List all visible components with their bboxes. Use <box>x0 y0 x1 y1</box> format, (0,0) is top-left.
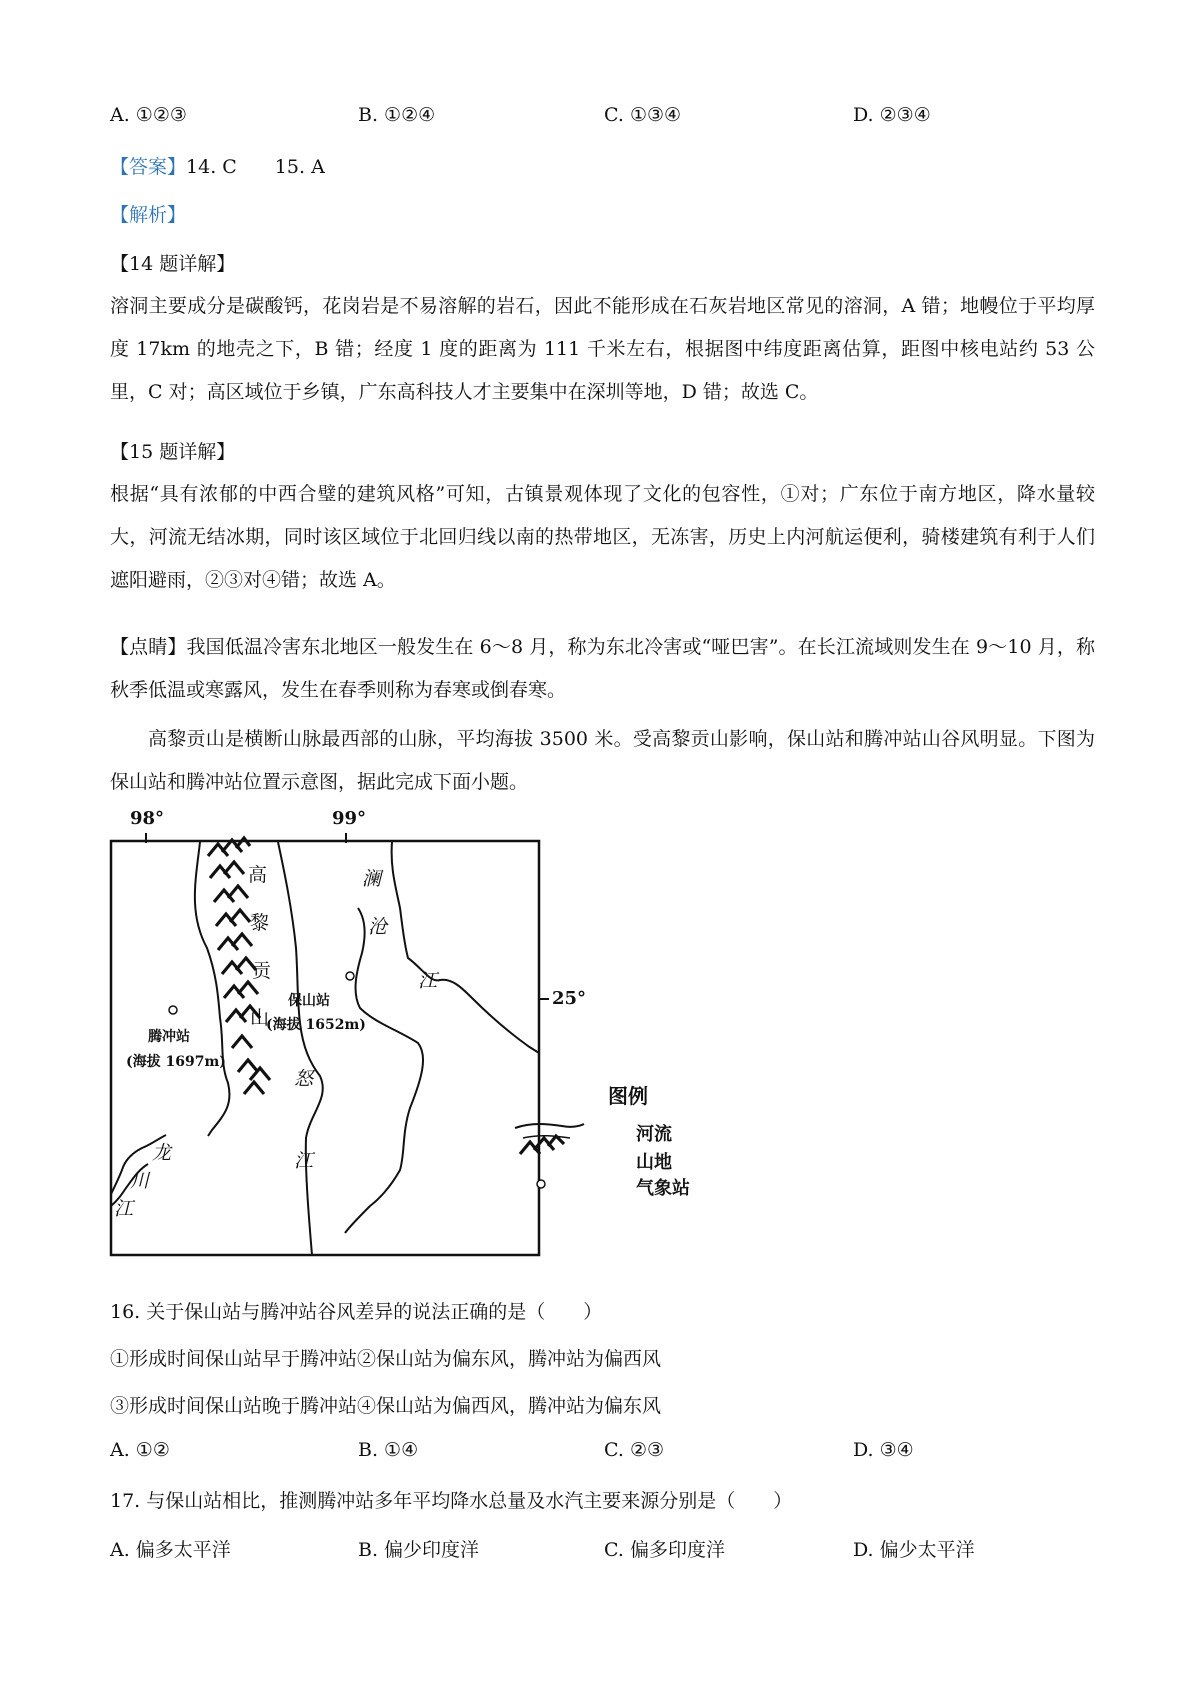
q16-option-d[interactable]: D. ③④ <box>853 1439 914 1461</box>
q15-explanation: 根据“具有浓郁的中西合璧的建筑风格”可知，古镇景观体现了文化的包容性，①对；广东位于南方地区，降水量较大，河流无结冰期，同时该区域位于北回归线以南的热带地区，无冻害，历史上内河航运便利，骑楼建筑有利于人们遮阳避雨，②③对④错；故选 A。 <box>110 483 1095 591</box>
q16-option-a[interactable]: A. ①② <box>110 1439 170 1461</box>
q17-option-a[interactable]: A. 偏多太平洋 <box>110 1539 231 1561</box>
lat-25-label: 25° <box>552 988 587 1009</box>
lancang-char-1: 澜 <box>362 868 382 890</box>
q17-option-c[interactable]: C. 偏多印度洋 <box>604 1539 725 1561</box>
q14-heading: 【14 题详解】 <box>110 253 236 275</box>
nu-river-char-1: 怒 <box>294 1068 314 1090</box>
mountain-name-char-1: 高 <box>248 864 268 886</box>
legend-river-symbol <box>515 1124 584 1128</box>
q14-explanation: 溶洞主要成分是碳酸钙，花岗岩是不易溶解的岩石，因此不能形成在石灰岩地区常见的溶洞，A 错；地幔位于平均厚度 17km 的地壳之下，B 错；经度 1 度的距离为 111 千米左右，根据图中纬度距离估算，距图中核电站约 53 公里，C 对；高区域位于乡镇，广东高科技人才主要集中在深圳等地，D 错；故选 C。 <box>110 295 1095 403</box>
prev-question-options <box>110 104 1110 134</box>
tengchong-station-altitude: (海拔 1697m) <box>126 1054 226 1070</box>
longchuan-char-1: 龙 <box>152 1142 172 1164</box>
tip-text: 我国低温冷害东北地区一般发生在 6～8 月，称为东北冷害或“哑巴害”。在长江流域则发生在 9～10 月，称秋季低温或寒露风，发生在春季则称为春寒或倒春寒。 <box>110 636 1095 701</box>
longchuan-char-3: 江 <box>114 1198 134 1220</box>
legend-mountain-symbol <box>520 1136 564 1154</box>
mountain-name-char-3: 贡 <box>252 960 272 982</box>
q16-option-c[interactable]: C. ②③ <box>604 1439 665 1461</box>
baoshan-station-altitude: (海拔 1652m) <box>266 1017 366 1033</box>
option-a[interactable]: A. ①②③ <box>110 104 187 126</box>
map-graphic <box>100 808 720 1278</box>
option-c[interactable]: C. ①③④ <box>604 104 682 126</box>
longchuan-char-2: 川 <box>130 1170 150 1192</box>
nu-river-char-2: 江 <box>294 1150 314 1172</box>
nu-river-east-bank <box>278 842 323 1255</box>
answer-line <box>110 152 325 179</box>
tengchong-station-name: 腾冲站 <box>148 1029 190 1045</box>
legend-mountain-label: 山地 <box>636 1152 672 1173</box>
tip-label: 【点睛】 <box>110 636 187 658</box>
lon-99-label: 99° <box>332 808 367 829</box>
mountain-name-char-4: 山 <box>250 1007 270 1029</box>
tip-paragraph <box>110 626 1095 712</box>
lancang-river-east <box>392 842 539 1053</box>
legend-title: 图例 <box>608 1084 648 1108</box>
lancang-char-2: 沧 <box>368 916 388 938</box>
q17-stem: 17. 与保山站相比，推测腾冲站多年平均降水总量及水汽主要来源分别是（ ） <box>110 1490 793 1512</box>
q16-statement-1: ①形成时间保山站早于腾冲站②保山站为偏东风，腾冲站为偏西风 <box>110 1348 662 1370</box>
lancang-river-west <box>345 908 423 1233</box>
analysis-label: 【解析】 <box>110 204 187 226</box>
legend-station-label: 气象站 <box>636 1178 690 1199</box>
tengchong-station-marker <box>169 1006 177 1014</box>
nu-river-west-bank <box>195 842 230 1136</box>
answer-label: 【答案】 <box>110 156 187 178</box>
answer-text: 14. C 15. A <box>186 156 325 178</box>
q15-heading: 【15 题详解】 <box>110 441 236 463</box>
mountain-name-char-2: 黎 <box>250 912 270 934</box>
baoshan-station-marker <box>346 972 354 980</box>
q16-stem: 16. 关于保山站与腾冲站谷风差异的说法正确的是（ ） <box>110 1301 603 1323</box>
map-frame <box>111 841 539 1255</box>
q17-options <box>110 1535 1110 1565</box>
option-d[interactable]: D. ②③④ <box>853 104 931 126</box>
q16-option-b[interactable]: B. ①④ <box>358 1439 419 1461</box>
q16-options <box>110 1439 1110 1469</box>
intro-paragraph: 高黎贡山是横断山脉最西部的山脉，平均海拔 3500 米。受高黎贡山影响，保山站和腾冲站山谷风明显。下图为保山站和腾冲站位置示意图，据此完成下面小题。 <box>110 728 1095 793</box>
q17-option-d[interactable]: D. 偏少太平洋 <box>853 1539 975 1561</box>
legend-station-symbol <box>537 1180 545 1188</box>
q17-option-b[interactable]: B. 偏少印度洋 <box>358 1539 480 1561</box>
baoshan-station-name: 保山站 <box>288 993 330 1009</box>
legend-river-label: 河流 <box>636 1124 672 1145</box>
q16-statement-2: ③形成时间保山站晚于腾冲站④保山站为偏西风，腾冲站为偏东风 <box>110 1395 662 1417</box>
location-map <box>100 808 720 1278</box>
option-b[interactable]: B. ①②④ <box>358 104 436 126</box>
lancang-char-3: 江 <box>418 970 438 992</box>
lon-98-label: 98° <box>130 808 165 829</box>
